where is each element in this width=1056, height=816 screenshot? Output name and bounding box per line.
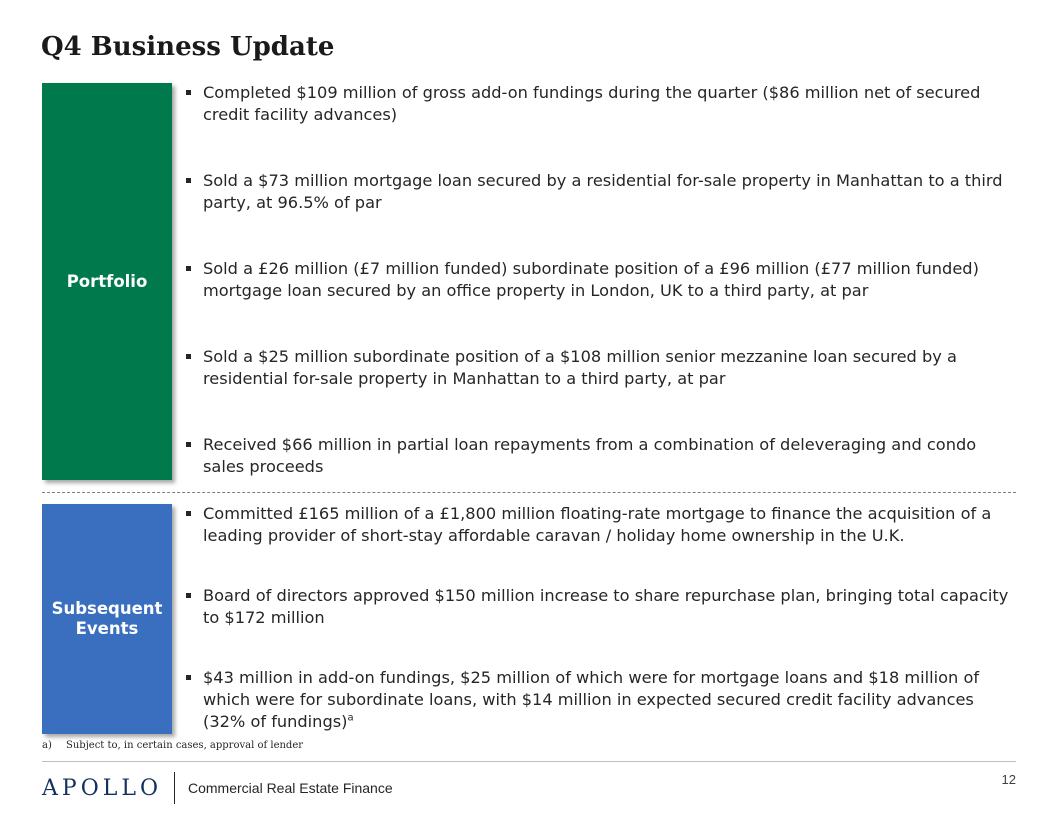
footnote-text: Subject to, in certain cases, approval of lender: [66, 740, 304, 751]
subsequent-events-bullet-list: [184, 503, 1014, 749]
footnote-reference: a: [347, 712, 354, 724]
portfolio-bullet: Completed $109 million of gross add-on fundings during the quarter ($86 million net of secured credit facility advances): [184, 82, 1014, 170]
portfolio-label-box: [42, 83, 172, 480]
portfolio-bullet: Received $66 million in partial loan repayments from a combination of deleveraging and condo sales proceeds: [184, 434, 1014, 522]
subsequent-events-bullet-text: $43 million in add-on fundings, $25 million of which were for mortgage loans and $18 million of which were for subordinate loans, with $14 million in expected secured credit facility advances (32% of fundings): [203, 668, 980, 731]
subsequent-events-label-box: [42, 504, 172, 734]
section-divider: [42, 492, 1016, 493]
portfolio-bullet: Sold a $25 million subordinate position of a $108 million senior mezzanine loan secured by a residential for-sale property in Manhattan to a third party, at par: [184, 346, 1014, 434]
subsequent-events-label: [52, 599, 163, 639]
subsequent-events-bullet: Committed £165 million of a £1,800 million floating-rate mortgage to finance the acquisition of a leading provider of short-stay affordable caravan / holiday home ownership in the U.K.: [184, 503, 1014, 585]
subsequent-events-label-line1: Subsequent: [51, 599, 163, 618]
subsequent-events-label-line2: Events: [75, 619, 139, 638]
logo-divider: [174, 772, 175, 804]
subsequent-events-bullet: Board of directors approved $150 million increase to share repurchase plan, bringing total capacity to $172 million: [184, 585, 1014, 667]
page-number: 12: [1001, 772, 1016, 787]
portfolio-bullet: Sold a $73 million mortgage loan secured by a residential for-sale property in Manhattan to a third party, at 96.5% of par: [184, 170, 1014, 258]
subsequent-events-bullet: [184, 667, 1014, 749]
footer-text: Commercial Real Estate Finance: [188, 780, 393, 796]
footnote-marker: a): [42, 740, 52, 751]
page-title: Q4 Business Update: [41, 32, 335, 62]
footnote: [42, 740, 303, 751]
footer-rule: [42, 761, 1016, 762]
apollo-logo: APOLLO: [42, 776, 162, 801]
portfolio-bullet-list: [184, 82, 1014, 522]
portfolio-bullet: Sold a £26 million (£7 million funded) subordinate position of a £96 million (£77 million funded) mortgage loan secured by an office property in London, UK to a third party, at par: [184, 258, 1014, 346]
portfolio-label: Portfolio: [66, 271, 148, 291]
